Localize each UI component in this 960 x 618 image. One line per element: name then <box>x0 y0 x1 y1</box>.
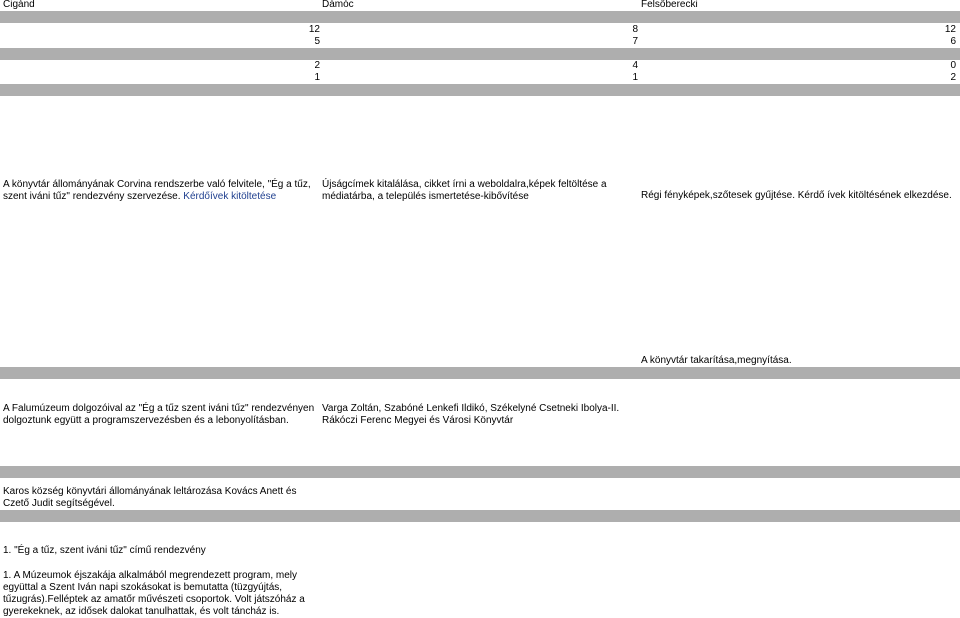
value-cell: 8 <box>632 24 638 35</box>
header-bar <box>0 11 960 23</box>
separator-bar <box>0 367 960 379</box>
activity-text-felsoberecki-extra: A könyvtár takarítása,megnyítása. <box>641 355 792 366</box>
separator-bar <box>0 48 960 60</box>
cooperation-text-damoc-line2: Rákóczi Ferenc Megyei és Városi Könyvtár <box>322 415 514 426</box>
activity-text-plain: A könyvtár állományának Corvina rendszerbe való felvitele, "Ég a tűz, szent iváni tűz" rendezvény szervezése. <box>3 179 311 202</box>
cooperation-text-cigand: A Falumúzeum dolgozóival az "Ég a tűz szent iváni tűz" rendezvényen dolgoztunk együtt a programszervezésben és a lebonyolításban. <box>3 403 315 426</box>
event-item-1: 1. "Ég a tűz, szent iváni tűz" című rendezvény <box>3 545 206 556</box>
activity-text-cigand <box>3 179 321 203</box>
activity-text-felsoberecki: Régi fényképek,szőtesek gyűjtése. Kérdő ívek kitöltésének elkezdése. <box>641 190 952 201</box>
value-cell: 1 <box>314 72 320 83</box>
value-cell: 6 <box>950 36 956 47</box>
column-header-cigand: Cigánd <box>3 0 35 10</box>
value-cell: 5 <box>314 36 320 47</box>
value-cell: 2 <box>950 72 956 83</box>
value-cell: 2 <box>314 60 320 71</box>
separator-bar <box>0 466 960 478</box>
value-cell: 12 <box>944 24 956 35</box>
value-cell: 12 <box>308 24 320 35</box>
column-header-felsoberecki: Felsőberecki <box>641 0 698 10</box>
cooperation-text-damoc-line1: Varga Zoltán, Szabóné Lenkefi Ildikó, Székelyné Csetneki Ibolya-II. <box>322 403 620 414</box>
separator-bar <box>0 84 960 96</box>
activity-text-highlight: Kérdőívek kitöltetése <box>180 191 277 202</box>
value-cell: 4 <box>632 60 638 71</box>
inventory-text-cigand: Karos község könyvtári állományának leltározása Kovács Anett és Czető Judit segítségével. <box>3 486 297 509</box>
value-cell: 1 <box>632 72 638 83</box>
column-header-damoc: Dámóc <box>322 0 354 10</box>
activity-text-damoc: Újságcímek kitalálása, cikket írni a weboldalra,képek feltöltése a médiatárba, a település ismertetése-kibővítése <box>322 179 607 202</box>
value-cell: 7 <box>632 36 638 47</box>
event-item-description: 1. A Múzeumok éjszakája alkalmából megrendezett program, mely együttal a Szent Iván napi szokásokat is bemutatta (tüzgyújtás, tűzugrás).Felléptek az amatőr művészeti csoportok. Volt játszóház a gyerekeknek, az idősek dalokat tanulhattak, és volt táncház is. <box>3 570 305 617</box>
value-cell: 0 <box>950 60 956 71</box>
separator-bar <box>0 510 960 522</box>
